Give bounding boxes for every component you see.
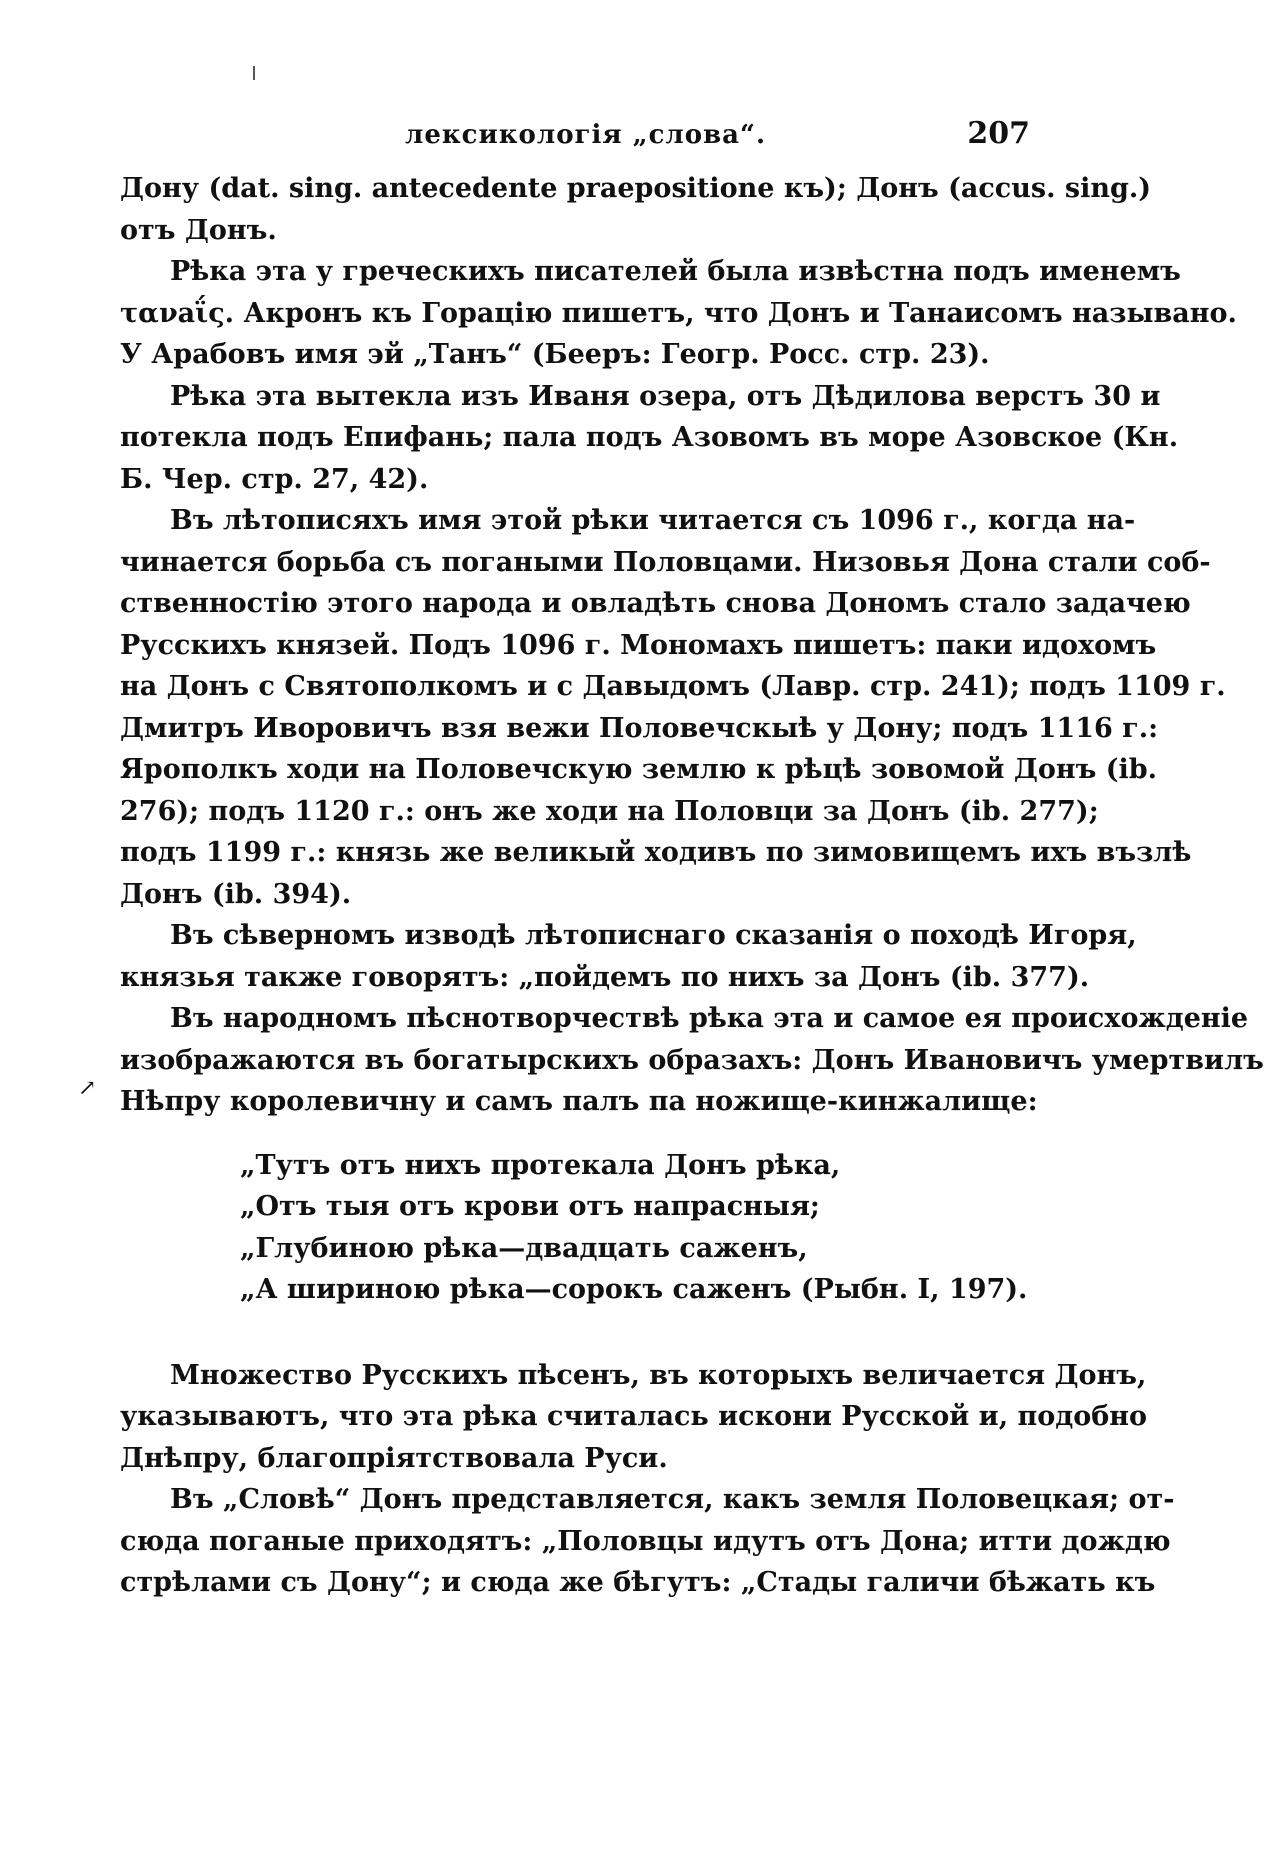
text-line: Дмитръ Иворовичъ взя вежи Половечскыѣ у Дону; подъ 1116 г.: xyxy=(120,712,1159,744)
text-line: τανaΐς. Акронъ къ Горацію пишетъ, что Донъ и Танаисомъ называно. xyxy=(120,297,1237,329)
text-line: Русскихъ князей. Подъ 1096 г. Мономахъ пишетъ: паки идохомъ xyxy=(120,629,1157,661)
verse-line: „А шириною рѣка—сорокъ саженъ (Рыбн. I, 197). xyxy=(240,1274,1028,1305)
page-header xyxy=(120,116,1030,156)
text-line: потекла подъ Епифань; пала подъ Азовомъ въ море Азовское (Кн. xyxy=(120,422,1179,453)
text-line: Днѣпру, благопріятствовала Руси. xyxy=(120,1442,668,1474)
paragraph xyxy=(120,998,1264,1123)
paragraph xyxy=(120,1355,1148,1480)
text-line: стрѣлами съ Дону“; и сюда же бѣгутъ: „Стады галичи бѣжать къ xyxy=(120,1567,1156,1598)
paragraph xyxy=(120,251,1237,376)
paragraph xyxy=(120,915,1137,998)
text-line: Рѣка эта у греческихъ писателей была извѣстна подъ именемъ xyxy=(170,256,1181,287)
text-line: Въ лѣтописяхъ имя этой рѣки читается съ 1096 г., когда на- xyxy=(170,505,1136,536)
text-line: ственностію этого народа и овладѣть снова Дономъ стало задачею xyxy=(120,588,1191,619)
text-line: Дону (dat. sing. antecedente praepositione къ); Донъ (accus. sing.) xyxy=(120,173,1152,204)
verse-line: „Глубиною рѣка—двадцать саженъ, xyxy=(240,1232,808,1264)
verse-line: „Тутъ отъ нихъ протекала Донъ рѣка, xyxy=(240,1149,841,1181)
margin-annotation-mark: ↗ xyxy=(78,1076,97,1101)
text-line: Въ „Словѣ“ Донъ представляется, какъ земля Половецкая; от- xyxy=(170,1484,1175,1515)
text-line: на Донъ с Святополкомъ и с Давыдомъ (Лавр. стр. 241); подъ 1109 г. xyxy=(120,671,1226,702)
text-line: Нѣпру королевичну и самъ палъ па ножище-кинжалище: xyxy=(120,1086,1038,1117)
margin-tick-mark xyxy=(253,66,255,80)
text-line: Въ сѣверномъ изводѣ лѣтописнаго сказанія о походѣ Игоря, xyxy=(170,920,1137,951)
text-line: изображаются въ богатырскихъ образахъ: Донъ Ивановичъ умертвилъ xyxy=(120,1044,1264,1076)
page-body xyxy=(120,168,1264,1604)
text-line: Ярополкъ ходи на Половечскую землю к рѣцѣ зовомой Донъ (ib. xyxy=(120,754,1158,785)
text-line: отъ Донъ. xyxy=(120,214,277,246)
running-title: лексикологія „слова“. xyxy=(405,120,767,150)
text-line: князья также говорятъ: „пойдемъ по нихъ за Донъ (ib. 377). xyxy=(120,961,1090,993)
verse-line: „Отъ тыя отъ крови отъ напрасныя; xyxy=(240,1191,820,1222)
paragraph xyxy=(120,376,1179,501)
text-line: У Арабовъ имя эй „Танъ“ (Бееръ: Геогр. Росс. стр. 23). xyxy=(120,339,990,370)
text-line: подъ 1199 г.: князь же великый ходивъ по зимовищемъ ихъ възлѣ xyxy=(120,837,1192,868)
text-line: Множество Русскихъ пѣсенъ, въ которыхъ величается Донъ, xyxy=(170,1359,1147,1391)
paragraph xyxy=(120,1479,1175,1604)
verse-quote xyxy=(120,1145,1030,1311)
text-line: сюда поганые приходятъ: „Половцы идутъ отъ Дона; итти дождю xyxy=(120,1525,1171,1557)
text-line: указываютъ, что эта рѣка считалась искони Русской и, подобно xyxy=(120,1401,1148,1432)
paragraph xyxy=(120,168,1152,251)
text-line: чинается борьба съ погаными Половцами. Низовья Дона стали соб- xyxy=(120,546,1211,578)
text-line: Въ народномъ пѣснотворчествѣ рѣка эта и самое ея происхожденіе xyxy=(170,1003,1249,1034)
text-line: 276); подъ 1120 г.: онъ же ходи на Половци за Донъ (ib. 277); xyxy=(120,795,1099,827)
page-number: 207 xyxy=(967,116,1030,151)
text-line: Рѣка эта вытекла изъ Иваня озера, отъ Дѣдилова верстъ 30 и xyxy=(170,380,1161,412)
text-line: Б. Чер. стр. 27, 42). xyxy=(120,463,429,495)
text-line: Донъ (ib. 394). xyxy=(120,878,352,910)
paragraph xyxy=(120,500,1226,915)
